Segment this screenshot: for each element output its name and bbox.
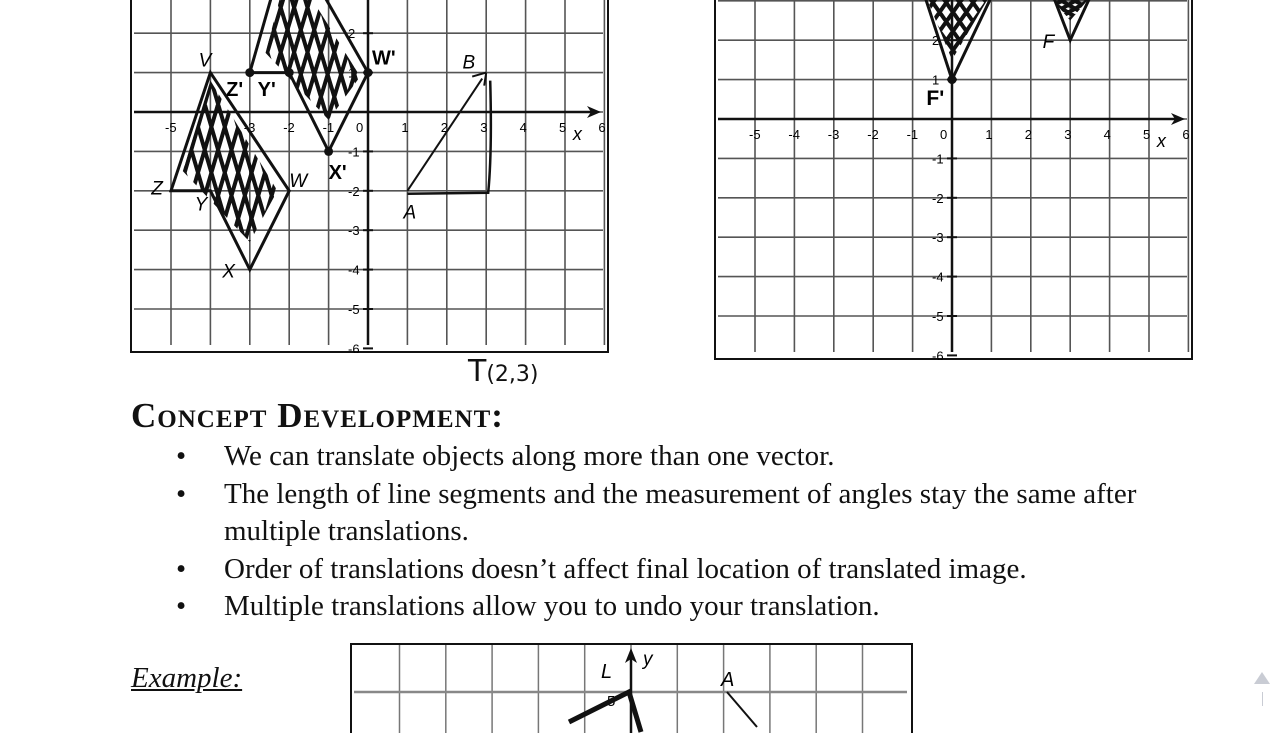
coordinate-grid-left — [130, 0, 609, 353]
y-tick-label: -1 — [932, 151, 944, 167]
x-tick-label: 4 — [1103, 127, 1111, 142]
x-tick-label: -2 — [867, 127, 879, 142]
label-x: X — [222, 261, 235, 283]
label-f-prime: F' — [926, 87, 945, 111]
label-w: W — [289, 170, 308, 192]
x-tick-label: 4 — [519, 120, 527, 135]
label-z: Z — [151, 178, 163, 200]
scrollbar-thumb[interactable] — [1262, 692, 1263, 706]
y-tick-label: -5 — [348, 302, 360, 317]
bullet-icon: • — [176, 440, 187, 472]
vertex-dot — [324, 147, 333, 156]
y-tick-label: -3 — [348, 223, 360, 239]
bullet-text: Multiple translations allow you to undo your translation. — [224, 590, 880, 622]
bullet-icon: • — [176, 590, 187, 622]
bullet-icon: • — [176, 552, 187, 585]
label-f: F — [1042, 32, 1055, 54]
list-item — [176, 476, 1236, 551]
vertex-dot — [245, 68, 254, 77]
bullet-text: The length of line segments and the measurement of angles stay the same after multiple translations. — [224, 477, 1137, 547]
x-tick-label: -1 — [322, 120, 335, 135]
x-tick-label: 2 — [1024, 127, 1033, 142]
label-a: A — [403, 202, 417, 224]
y-tick-label: -6 — [348, 341, 360, 353]
y-tick-label: 2 — [932, 33, 940, 49]
x-tick-label: -3 — [243, 120, 256, 135]
translation-vector: (2,3) — [486, 362, 539, 387]
x-tick-label: 6 — [598, 120, 606, 135]
y-tick-label: -4 — [932, 269, 944, 285]
label-y: Y — [194, 194, 208, 216]
x-tick-label: -5 — [165, 120, 177, 135]
x-tick-label: 0 — [940, 127, 948, 142]
x-tick-label: 6 — [1182, 127, 1190, 142]
label-v: V — [198, 50, 212, 72]
list-item — [176, 588, 1236, 626]
y-tick-label: -5 — [932, 309, 944, 324]
y-tick-label: 5 — [607, 693, 616, 710]
x-tick-label: -1 — [906, 127, 919, 142]
y-tick-label: 2 — [348, 26, 356, 42]
y-tick-label: -1 — [348, 144, 360, 160]
y-tick-label: -6 — [932, 348, 944, 360]
x-tick-label: -3 — [827, 127, 840, 142]
x-tick-label: -5 — [749, 127, 761, 142]
label-w-prime: W' — [371, 47, 396, 70]
handwritten-translation-notation — [468, 356, 538, 391]
label-x-prime: X' — [328, 161, 347, 184]
x-axis-label: x — [1156, 131, 1166, 151]
x-tick-label: 3 — [1064, 127, 1072, 142]
y-axis-label: y — [643, 649, 653, 670]
y-tick-label: 1 — [348, 65, 356, 81]
y-tick-label: -3 — [932, 230, 944, 246]
grid-svg — [130, 0, 609, 353]
translation-t: T — [468, 354, 487, 389]
list-item — [176, 551, 1236, 589]
scroll-up-arrow-icon[interactable] — [1254, 672, 1270, 684]
list-item — [176, 438, 1236, 476]
x-tick-label: -4 — [788, 127, 800, 142]
vertex-dot — [285, 68, 294, 77]
label-y-prime: Y' — [257, 79, 276, 102]
x-tick-label: 2 — [440, 120, 449, 135]
y-tick-label: -2 — [932, 190, 944, 206]
bullet-text: Order of translations doesn’t affect final location of translated image. — [224, 552, 1027, 585]
x-tick-label: -2 — [283, 120, 295, 135]
coordinate-grid-right — [714, 0, 1193, 360]
bullet-icon: • — [176, 477, 187, 510]
example-label: Example: — [131, 662, 243, 694]
label-a: A — [721, 669, 735, 691]
x-tick-label: 3 — [480, 120, 488, 135]
grid-svg — [714, 0, 1193, 360]
y-tick-label: -2 — [348, 183, 360, 199]
section-heading: Concept Development: — [131, 396, 504, 435]
bullet-text: We can translate objects along more than one vector. — [224, 440, 835, 472]
x-tick-label: 5 — [1143, 127, 1151, 142]
label-l: L — [601, 661, 613, 683]
label-b: B — [462, 52, 476, 74]
vertex-dot — [948, 75, 957, 84]
y-tick-label: 1 — [932, 72, 940, 88]
x-axis-label: x — [572, 124, 582, 144]
x-tick-label: 1 — [401, 120, 409, 135]
label-z-prime: Z' — [226, 79, 244, 102]
x-tick-label: 5 — [559, 120, 567, 135]
y-tick-label: -4 — [348, 262, 360, 278]
concept-bullet-list — [176, 438, 1236, 626]
x-tick-label: 0 — [356, 120, 364, 135]
x-tick-label: 1 — [985, 127, 993, 142]
